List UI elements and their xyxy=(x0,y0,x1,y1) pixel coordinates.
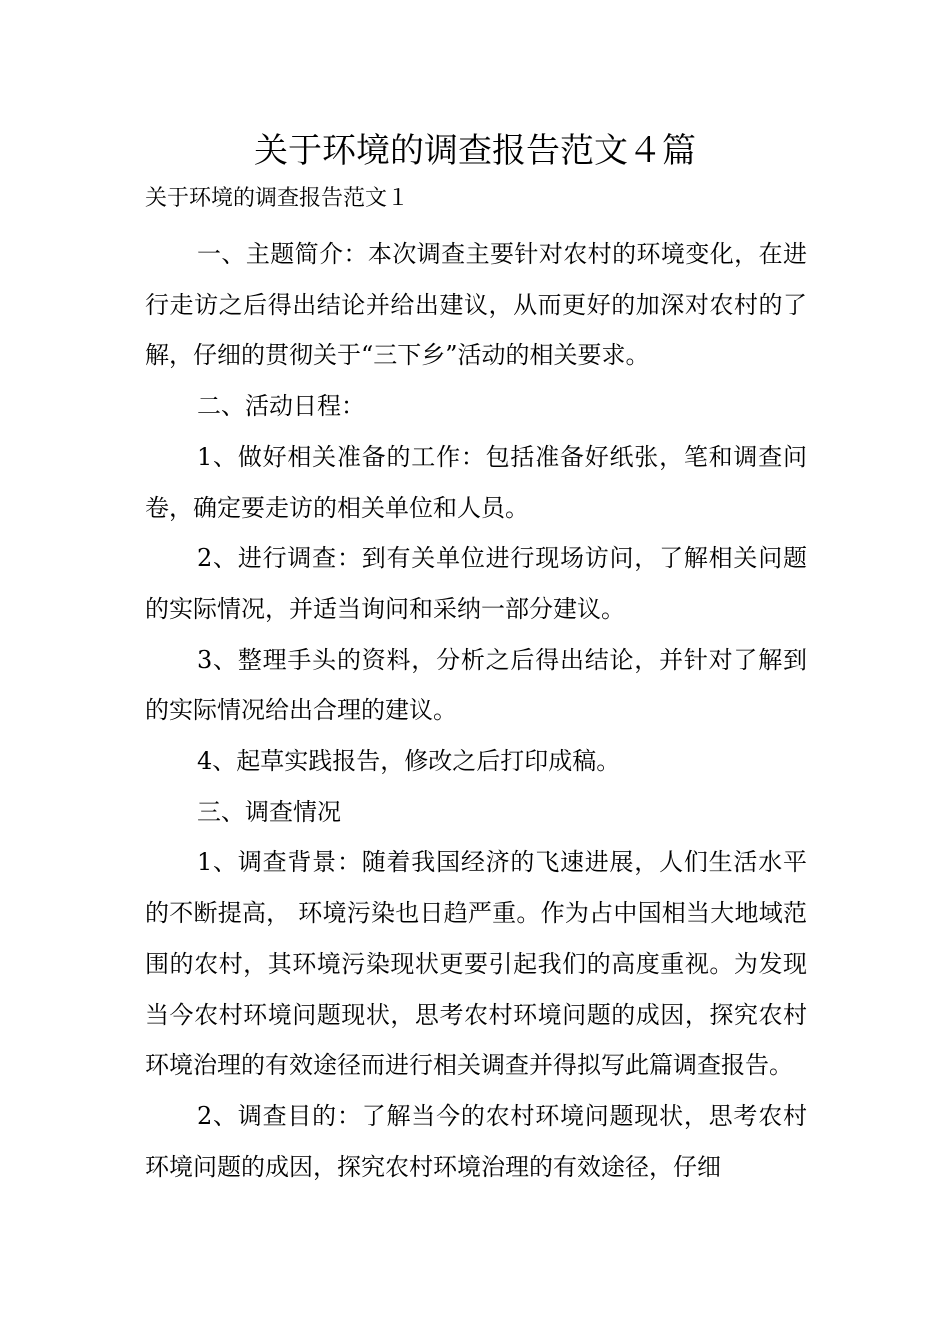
paragraph-schedule-item-2: 2、进行调查：到有关单位进行现场访问，了解相关问题的实际情况，并适当询问和采纳一部分建议。 xyxy=(145,544,807,623)
paragraph-schedule-item-4: 4、起草实践报告，修改之后打印成稿。 xyxy=(197,747,621,776)
paragraph-survey-heading: 三、调查情况 xyxy=(197,797,341,826)
paragraph-survey-purpose: 2、调查目的：了解当今的农村环境问题现状，思考农村环境问题的成因，探究农村环境治理的有效途径，仔细 xyxy=(145,1101,807,1181)
section-heading: 关于环境的调查报告范文１ xyxy=(145,186,410,211)
paragraph-schedule-item-1: 1、做好相关准备的工作：包括准备好纸张，笔和调查问卷，确定要走访的相关单位和人员。 xyxy=(145,442,807,522)
document-title: 关于环境的调查报告范文４篇 xyxy=(254,131,696,171)
paragraph-schedule-heading: 二、活动日程： xyxy=(197,392,365,421)
paragraph-survey-background: 1、调查背景：随着我国经济的飞速进展，人们生活水平的不断提高， 环境污染也日趋严重。作为占中国相当大地域范围的农村，其环境污染现状更要引起我们的高度重视。为发现当今农村环境问题现状，思考农村环境问题的成因，探究农村环境治理的有效途径而进行相关调查并得拟写此篇调查报告。 xyxy=(145,848,807,1080)
paragraph-schedule-item-3: 3、整理手头的资料，分析之后得出结论，并针对了解到的实际情况给出合理的建议。 xyxy=(145,645,807,725)
document-body xyxy=(145,229,807,1192)
paragraph-topic-intro: 一、主题简介：本次调查主要针对农村的环境变化，在进行走访之后得出结论并给出建议，从而更好的加深对农村的了解，仔细的贯彻关于“三下乡”活动的相关要求。 xyxy=(145,240,807,370)
